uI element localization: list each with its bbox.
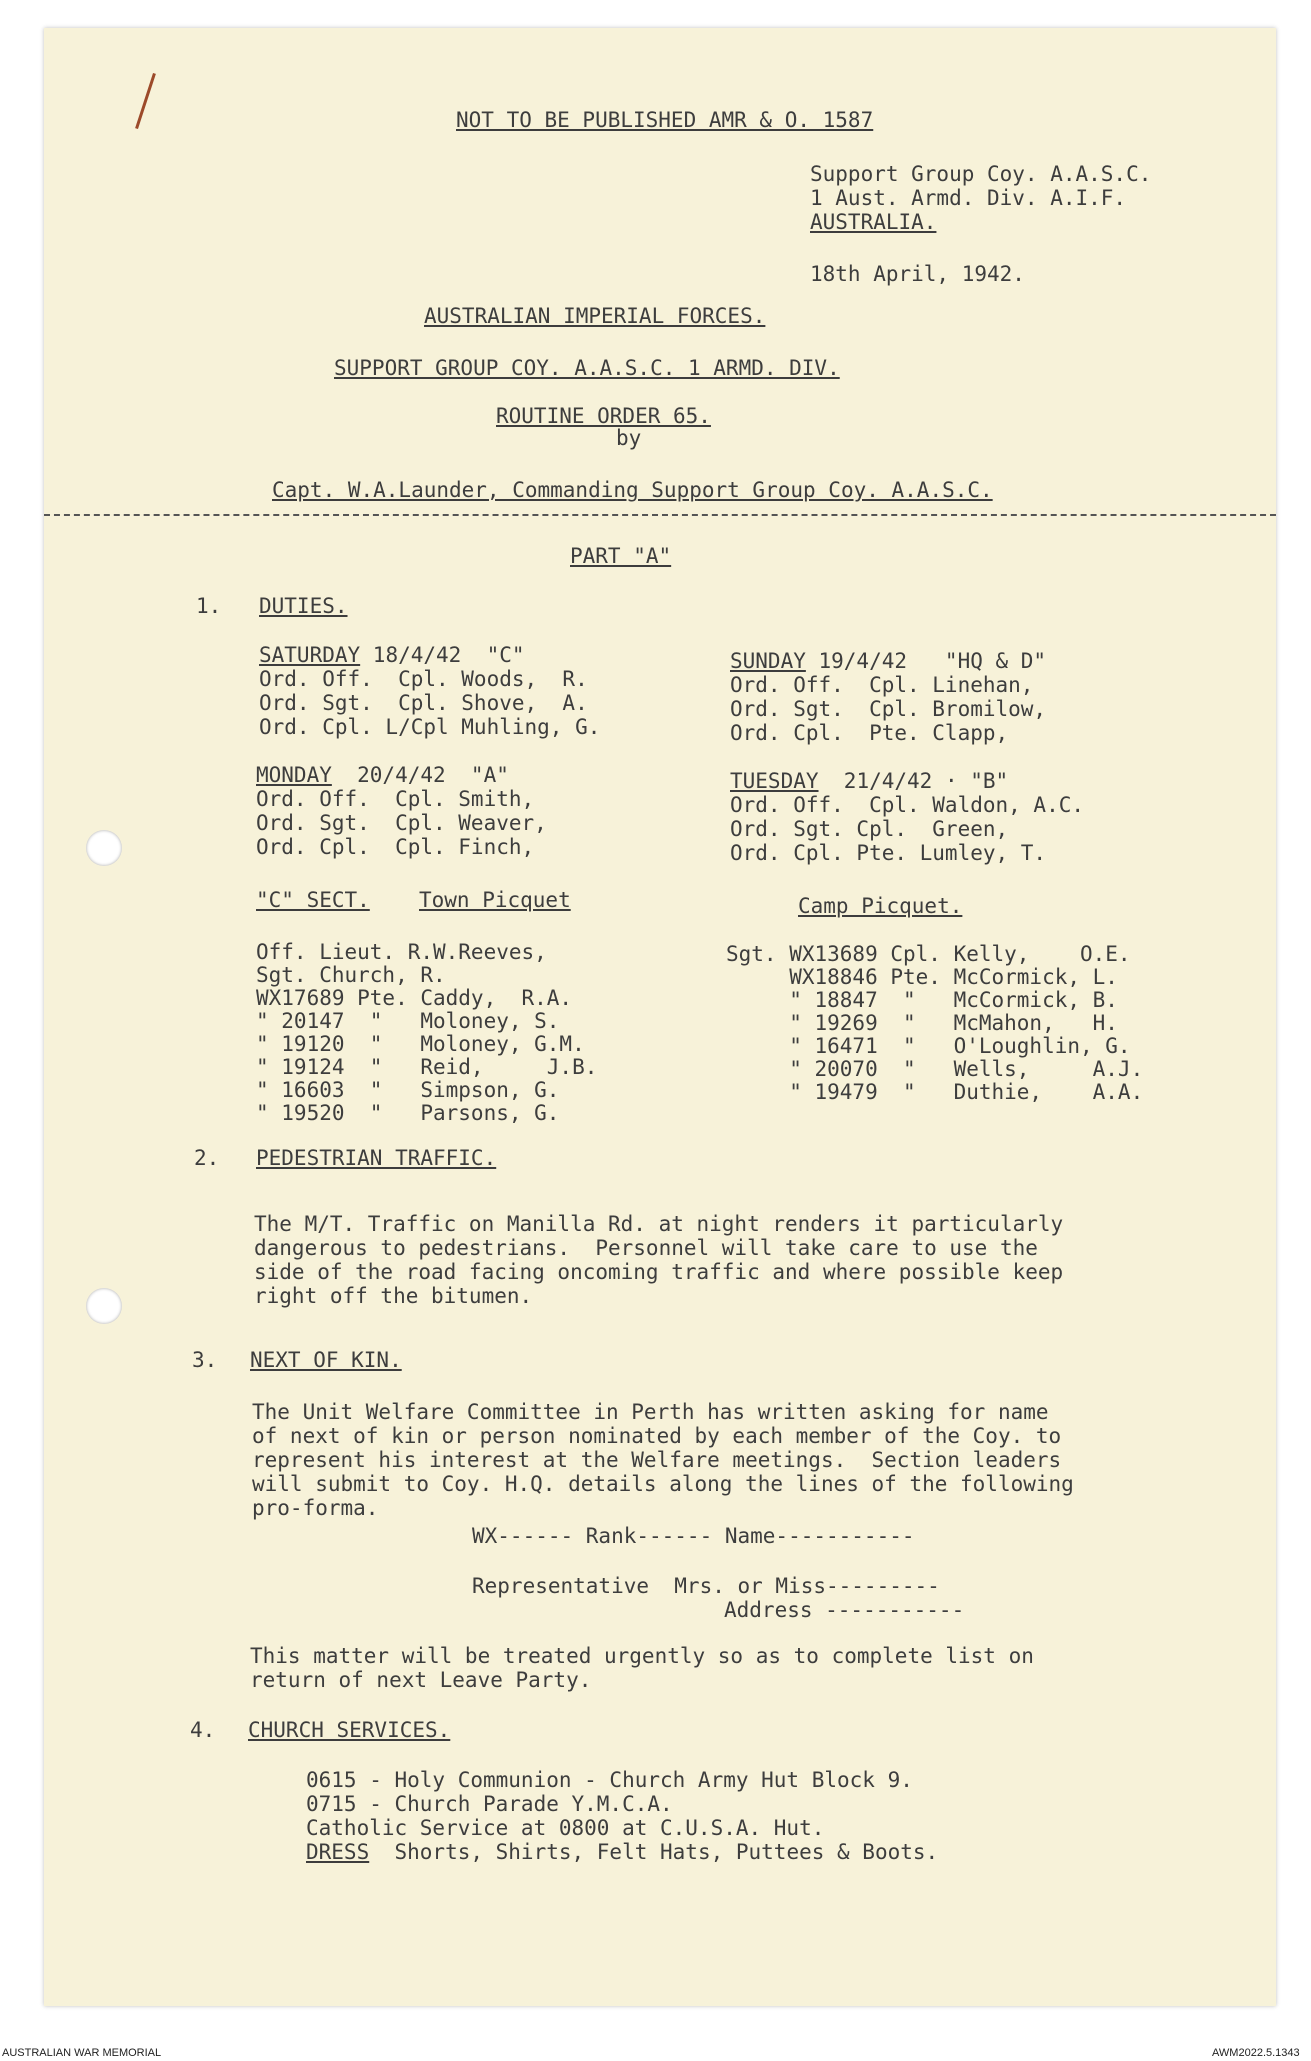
section-title-duties: DUTIES.	[259, 594, 348, 618]
picquet-line: " 19124 " Reid, J.B.	[256, 1055, 598, 1079]
section-title-church-services: CHURCH SERVICES.	[248, 1718, 451, 1742]
punch-hole-upper	[86, 830, 122, 866]
order-date: 18th April, 1942.	[810, 262, 1025, 286]
duty-day: MONDAY	[256, 763, 332, 787]
duty-line: Ord. Sgt. Cpl. Weaver,	[256, 811, 547, 835]
section-number-1: 1.	[196, 594, 222, 618]
picquet-line: Sgt. Church, R.	[256, 963, 446, 987]
title-line-2: SUPPORT GROUP COY. A.A.S.C. 1 ARMD. DIV.	[334, 356, 840, 380]
town-picquet-title: Town Picquet	[419, 888, 571, 912]
picquet-line: WX17689 Pte. Caddy, R.A.	[256, 986, 573, 1010]
duty-heading-saturday	[259, 643, 525, 667]
document-page	[44, 28, 1276, 2006]
duty-heading-monday	[256, 763, 509, 787]
dress-line	[306, 1840, 938, 1864]
duty-line: Ord. Off. Cpl. Woods, R.	[259, 667, 588, 691]
dashed-rule	[44, 514, 1276, 516]
picquet-line: " 19479 " Duthie, A.A.	[726, 1080, 1144, 1104]
unit-address-line-1: Support Group Coy. A.A.S.C.	[810, 162, 1152, 186]
title-line-1: AUSTRALIAN IMPERIAL FORCES.	[424, 304, 766, 328]
camp-picquet-title: Camp Picquet.	[798, 894, 963, 918]
duty-date-detail: 18/4/42 "C"	[360, 643, 525, 667]
kin-closing-line: This matter will be treated urgently so as to complete list on	[250, 1644, 1034, 1668]
section-number-2: 2.	[194, 1146, 220, 1170]
duty-line: Ord. Cpl. Pte. Clapp,	[730, 721, 1009, 745]
traffic-text-line: dangerous to pedestrians. Personnel will take care to use the	[254, 1236, 1038, 1260]
kin-text-line: represent his interest at the Welfare meetings. Section leaders	[252, 1448, 1062, 1472]
section-title-pedestrian-traffic: PEDESTRIAN TRAFFIC.	[256, 1146, 497, 1170]
part-heading: PART "A"	[570, 544, 672, 568]
title-line-3: ROUTINE ORDER 65.	[496, 404, 711, 428]
traffic-text-line: side of the road facing oncoming traffic and where possible keep	[254, 1260, 1064, 1284]
picquet-line: " 16471 " O'Loughlin, G.	[726, 1034, 1131, 1058]
kin-text-line: of next of kin or person nominated by each member of the Coy. to	[252, 1424, 1062, 1448]
duty-line: Ord. Cpl. Pte. Lumley, T.	[730, 841, 1047, 865]
commander-line: Capt. W.A.Launder, Commanding Support Group Coy. A.A.S.C.	[272, 478, 993, 502]
section-title-next-of-kin: NEXT OF KIN.	[250, 1348, 402, 1372]
by-line: by	[616, 426, 642, 450]
traffic-text-line: right off the bitumen.	[254, 1284, 533, 1308]
picquet-line: " 19520 " Parsons, G.	[256, 1101, 560, 1125]
footer-right: AWM2022.5.1343	[1212, 2047, 1300, 2059]
duty-day: SATURDAY	[259, 643, 361, 667]
church-line: 0715 - Church Parade Y.M.C.A.	[306, 1792, 673, 1816]
header-notice: NOT TO BE PUBLISHED AMR & O. 1587	[456, 108, 874, 132]
unit-address-line-3: AUSTRALIA.	[810, 210, 937, 234]
rust-mark	[135, 73, 156, 129]
duty-day: TUESDAY	[730, 769, 819, 793]
duty-line: Ord. Sgt. Cpl. Bromilow,	[730, 697, 1047, 721]
duty-line: Ord. Off. Cpl. Waldon, A.C.	[730, 793, 1085, 817]
duty-date-detail: 20/4/42 "A"	[331, 763, 509, 787]
picquet-line: " 19120 " Moloney, G.M.	[256, 1032, 585, 1056]
kin-text-line: will submit to Coy. H.Q. details along the lines of the following	[252, 1472, 1074, 1496]
picquet-line: " 20070 " Wells, A.J.	[726, 1057, 1144, 1081]
proforma-line: Representative Mrs. or Miss---------	[472, 1574, 940, 1598]
proforma-line: Address -----------	[724, 1598, 965, 1622]
duty-day: SUNDAY	[730, 649, 806, 673]
section-number-3: 3.	[192, 1348, 218, 1372]
traffic-text-line: The M/T. Traffic on Manilla Rd. at night renders it particularly	[254, 1212, 1064, 1236]
picquet-line: WX18846 Pte. McCormick, L.	[726, 965, 1118, 989]
kin-closing-line: return of next Leave Party.	[250, 1668, 592, 1692]
duty-date-detail: 19/4/42 "HQ & D"	[805, 649, 1047, 673]
picquet-line: " 20147 " Moloney, S.	[256, 1009, 560, 1033]
unit-address-line-2: 1 Aust. Armd. Div. A.I.F.	[810, 186, 1127, 210]
proforma-line: WX------ Rank------ Name-----------	[472, 1524, 915, 1548]
church-line: Catholic Service at 0800 at C.U.S.A. Hut.	[306, 1816, 825, 1840]
duty-line: Ord. Sgt. Cpl. Shove, A.	[259, 691, 588, 715]
duty-line: Ord. Cpl. L/Cpl Muhling, G.	[259, 715, 601, 739]
punch-hole-lower	[86, 1288, 122, 1324]
picquet-line: " 19269 " McMahon, H.	[726, 1011, 1118, 1035]
duty-line: Ord. Sgt. Cpl. Green,	[730, 817, 1009, 841]
dress-label: DRESS	[306, 1840, 370, 1864]
footer-left: AUSTRALIAN WAR MEMORIAL	[2, 2047, 162, 2059]
duty-date-detail: 21/4/42 · "B"	[818, 769, 1009, 793]
section-number-4: 4.	[190, 1718, 216, 1742]
dress-text: Shorts, Shirts, Felt Hats, Puttees & Boots.	[369, 1840, 939, 1864]
duty-line: Ord. Cpl. Cpl. Finch,	[256, 835, 535, 859]
picquet-line: " 16603 " Simpson, G.	[256, 1078, 560, 1102]
town-picquet-sect: "C" SECT.	[256, 888, 370, 912]
duty-line: Ord. Off. Cpl. Linehan,	[730, 673, 1034, 697]
duty-heading-sunday	[730, 649, 1046, 673]
picquet-line: Off. Lieut. R.W.Reeves,	[256, 940, 547, 964]
picquet-line: Sgt. WX13689 Cpl. Kelly, O.E.	[726, 942, 1131, 966]
kin-text-line: pro-forma.	[252, 1496, 379, 1520]
church-line: 0615 - Holy Communion - Church Army Hut Block 9.	[306, 1768, 913, 1792]
picquet-line: " 18847 " McCormick, B.	[726, 988, 1118, 1012]
duty-line: Ord. Off. Cpl. Smith,	[256, 787, 535, 811]
duty-heading-tuesday	[730, 769, 1008, 793]
kin-text-line: The Unit Welfare Committee in Perth has written asking for name	[252, 1400, 1049, 1424]
